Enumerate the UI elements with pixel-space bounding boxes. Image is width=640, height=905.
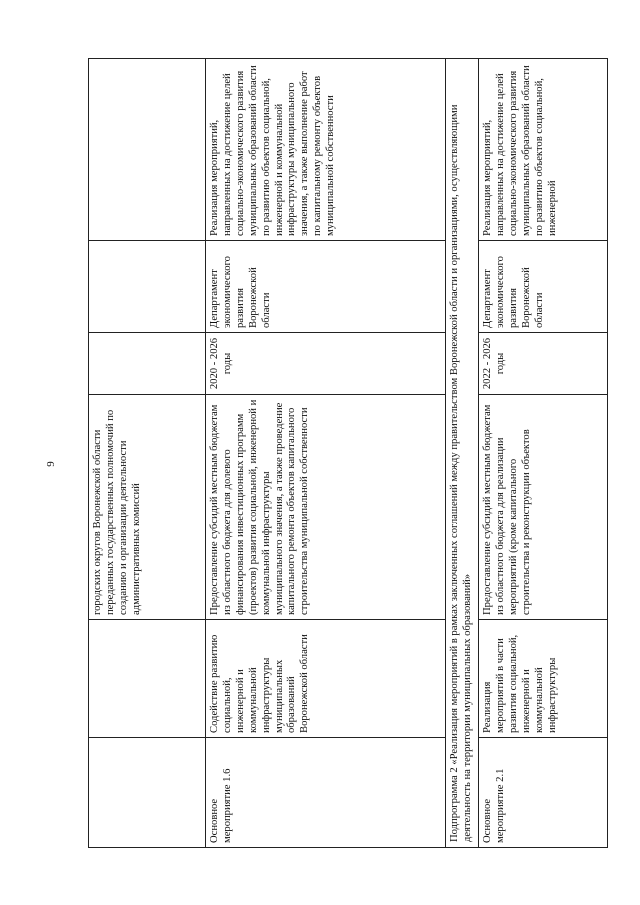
cell-event-id — [89, 737, 205, 847]
cell-executor: Департамент экономического развития Воронежской области — [206, 240, 445, 332]
cell-period: 2022 - 2026 годы — [479, 332, 607, 394]
cell-result: Реализация мероприятий, направленных на достижение целей социально-экономического развития муниципальных образований области по развитию объектов социальной, инженерной — [482, 65, 558, 236]
cell-executor — [89, 240, 205, 332]
page-number: 9 — [45, 461, 57, 467]
cell-content: Предоставление субсидий местным бюджетам из областного бюджета для долевого финансирования инвестиционных программ (проектов) развития социальной, инженерной и коммунальной инфраструктуры муниципального значения, а также проведение капитального ремонта объектов капитального строительства муниципальной собственности — [206, 394, 445, 619]
cell-content: Предоставление субсидий местным бюджетам из областного бюджета для реализации мероприятий (кроме капитального строительства и реконструкции объектов — [479, 394, 607, 619]
program-table — [88, 58, 608, 848]
subprogram-header: Подпрограмма 2 «Реализация мероприятий в рамках заключенных соглашений между правительством Воронежской области и организациями, осуществляющими деятельность на территории муниципальных образований» — [445, 58, 479, 848]
cell-period — [89, 332, 205, 394]
cell-event-id: Основное мероприятие 1.6 — [206, 737, 445, 847]
table-row-2-1 — [478, 58, 608, 848]
table-row-1-6 — [205, 58, 446, 848]
cell-period: 2020 - 2026 годы — [206, 332, 445, 394]
cell-executor: Департамент экономического развития Воронежской области — [479, 240, 607, 332]
cell-event-name: Реализация мероприятий в части развития социальной, инженерной и коммунальной инфраструктуры — [479, 619, 607, 737]
cell-result — [89, 57, 205, 240]
cell-result: Реализация мероприятий, направленных на достижение целей социально-экономического развития муниципальных образований области по развитию объектов социальной, инженерной и коммунальной инфраструктуры муниципального значения, а также выполнение работ по капитальному ремонту объектов муниципальной собственности — [209, 65, 337, 236]
table-row-continuation — [88, 58, 206, 848]
cell-event-name: Содействие развитию социальной, инженерной и коммунальной инфраструктуры муниципальных образований Воронежской области — [206, 619, 445, 737]
cell-event-id: Основное мероприятие 2.1 — [479, 737, 607, 847]
cell-content: городских округов Воронежской области переданных государственных полномочий по созданию и организации деятельности административных комиссий — [89, 394, 205, 619]
cell-event-name — [89, 619, 205, 737]
